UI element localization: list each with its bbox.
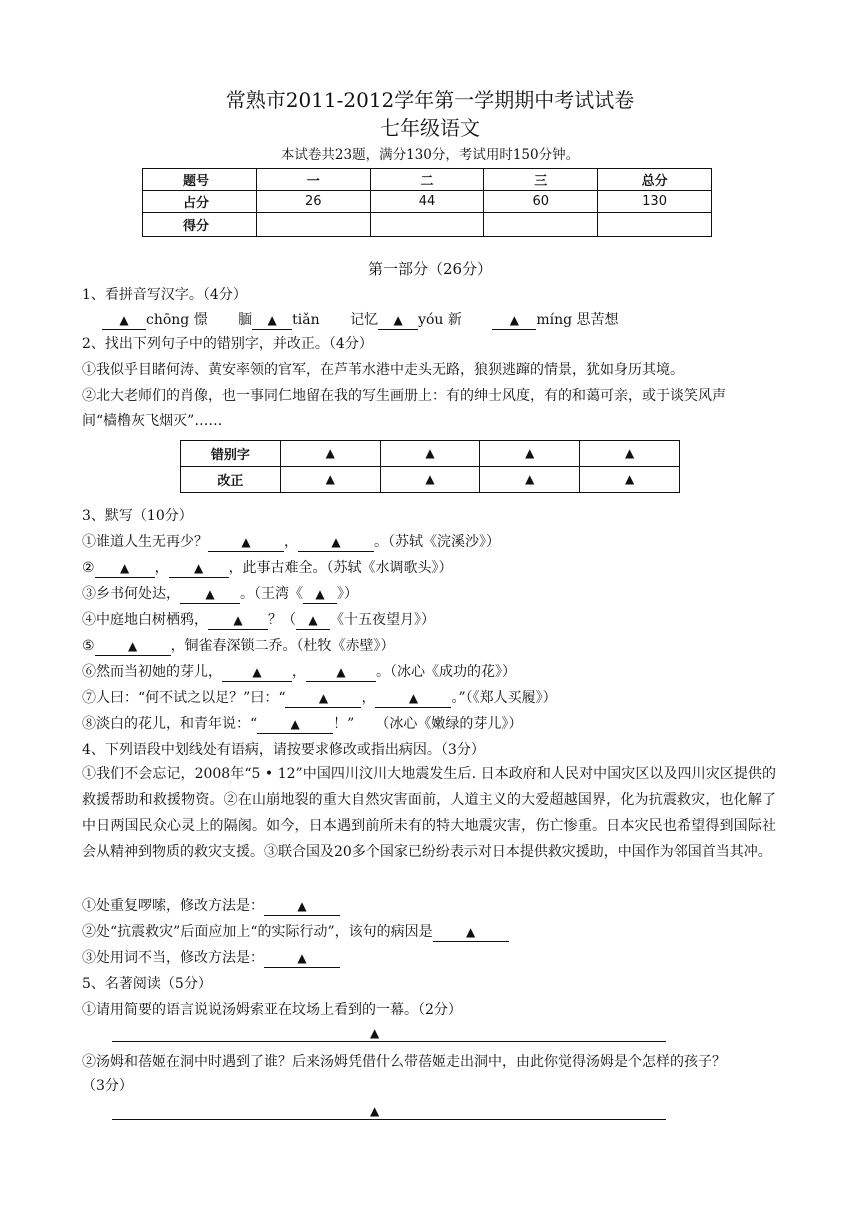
score-table-cell: 130 [598, 191, 712, 213]
answer-blank[interactable]: ▲ [169, 560, 229, 578]
question-2-title: 2、找出下列句子中的错别字，并改正。（4分） [82, 336, 373, 352]
answer-line-mark: ▲ [370, 1026, 380, 1040]
correction-cell[interactable]: ▲ [480, 467, 580, 493]
question-4-answer: ②处“抗震救灾”后面应加上“的实际行动”，该句的病因是 ▲ [82, 922, 509, 942]
question-4-answer: ①处重复啰嗦，修改方法是： ▲ [82, 896, 340, 916]
score-table-cell: 26 [256, 191, 370, 213]
correction-table-label: 错别字 [181, 441, 281, 467]
correction-cell[interactable]: ▲ [280, 441, 380, 467]
correction-cell[interactable]: ▲ [380, 467, 480, 493]
answer-blank[interactable]: ▲ [208, 612, 268, 630]
answer-line[interactable] [112, 1041, 666, 1042]
question-1-items: ▲ chōng 憬 腼 ▲ tiǎn 记忆 ▲ yóu 新 ▲ míng 思苦想 [102, 310, 619, 330]
score-entry-cell[interactable] [598, 213, 712, 237]
dictation-line: ⑥然而当初她的芽儿， ▲ ， ▲ 。（冰心《成功的花》） [82, 664, 516, 680]
score-table-header: 总分 [598, 169, 712, 191]
answer-blank[interactable]: ▲ [208, 534, 284, 552]
answer-blank[interactable]: ▲ [257, 716, 333, 734]
answer-blank[interactable]: ▲ [298, 534, 374, 552]
question-2-sentence: ②北大老师们的肖像，也一事同仁地留在我的写生画册上：有的绅士风度，有的和蔼可亲，或于谈笑风声 [82, 388, 726, 404]
exam-subtitle: 七年级语文 [380, 116, 480, 140]
question-4-title: 4、下列语段中划线处有语病，请按要求修改或指出病因。（3分） [82, 742, 485, 758]
dictation-line: ③乡书何处达， ▲ 。（王湾《 ▲ 》） [82, 586, 358, 602]
question-4-passage: ①我们不会忘记，2008年“5 • 12”中国四川汶川大地震发生后. 日本政府和人民对中国灾区以及四川灾区提供的救援帮助和救援物资。②在山崩地裂的重大自然灾害面前，人道主义的大爱超越国界，化为抗震救灾，也化解了中日两国民众心灵上的隔阂。如今，日本遇到前所未有的特大地震灾害，伤亡惨重。日本灾民也希望得到国际社会从精神到物质的救灾支援。③联合国及20多个国家已纷纷表示对日本提供救灾援助，中国作为邻国首当其冲。 [82, 766, 776, 860]
question-5-title: 5、名著阅读（5分） [82, 976, 212, 992]
score-table-row-label: 得分 [143, 213, 257, 237]
dictation-line: ⑤ ▲ ，铜雀春深锁二乔。（杜牧《赤壁》） [82, 638, 395, 654]
exam-title: 常熟市2011-2012学年第一学期期中考试试卷 [225, 88, 635, 112]
correction-cell[interactable]: ▲ [580, 441, 680, 467]
question-3-title: 3、默写（10分） [82, 508, 193, 524]
correction-table [180, 440, 680, 493]
answer-blank[interactable]: ▲ [378, 312, 418, 330]
answer-line-mark: ▲ [370, 1104, 380, 1118]
question-4-answer: ③处用词不当，修改方法是： ▲ [82, 948, 340, 968]
correction-cell[interactable]: ▲ [580, 467, 680, 493]
question-5-sub: ①请用简要的语言说说汤姆索亚在坟场上看到的一幕。（2分） [82, 1002, 462, 1018]
dictation-line: ④中庭地白树栖鸦， ▲ ？（ ▲ 《十五夜望月》） [82, 612, 435, 628]
dictation-line: ①谁道人生无再少？ ▲ ， ▲ 。（苏轼《浣溪沙》） [82, 534, 500, 550]
correction-table-label: 改正 [181, 467, 281, 493]
question-5-sub: ②汤姆和蓓姬在洞中时遇到了谁？后来汤姆凭借什么带蓓姬走出洞中，由此你觉得汤姆是个怎样的孩子？ [82, 1054, 726, 1070]
answer-blank[interactable]: ▲ [492, 312, 536, 330]
score-table-header: 题号 [143, 169, 257, 191]
score-entry-cell[interactable] [484, 213, 598, 237]
answer-blank[interactable]: ▲ [285, 690, 361, 708]
dictation-line: ② ▲ ， ▲ ，此事古难全。（苏轼《水调歌头》） [82, 560, 453, 576]
score-table [142, 168, 712, 237]
answer-blank[interactable]: ▲ [222, 664, 292, 682]
answer-blank[interactable]: ▲ [375, 690, 451, 708]
answer-blank[interactable]: ▲ [306, 664, 376, 682]
answer-blank[interactable]: ▲ [95, 638, 171, 656]
answer-blank[interactable]: ▲ [180, 586, 240, 604]
score-table-header: 二 [370, 169, 484, 191]
exam-note: 本试卷共23题，满分130分，考试用时150分钟。 [280, 147, 580, 163]
answer-blank[interactable]: ▲ [252, 312, 292, 330]
answer-blank[interactable]: ▲ [264, 950, 340, 968]
answer-blank[interactable]: ▲ [264, 898, 340, 916]
answer-blank[interactable]: ▲ [102, 312, 146, 330]
question-1-title: 1、看拼音写汉字。（4分） [82, 287, 247, 303]
correction-cell[interactable]: ▲ [280, 467, 380, 493]
score-table-header: 一 [256, 169, 370, 191]
question-2-sentence: 间“樯橹灰飞烟灭”…… [82, 413, 223, 429]
score-entry-cell[interactable] [370, 213, 484, 237]
part-title: 第一部分（26分） [367, 260, 493, 278]
dictation-line: ⑧淡白的花儿，和青年说：“ ▲ ！” （冰心《嫩绿的芽儿》） [82, 716, 523, 732]
score-table-cell: 60 [484, 191, 598, 213]
question-5-sub: （3分） [82, 1078, 133, 1094]
score-entry-cell[interactable] [256, 213, 370, 237]
correction-cell[interactable]: ▲ [380, 441, 480, 467]
answer-blank[interactable]: ▲ [303, 586, 337, 604]
dictation-line: ⑦人曰：“何不试之以足？”曰：“ ▲ ， ▲ 。”（《郑人买履》） [82, 690, 557, 706]
answer-line[interactable] [112, 1119, 666, 1120]
score-table-cell: 44 [370, 191, 484, 213]
question-2-sentence: ①我似乎目睹何涛、黄安率领的官军，在芦苇水港中走头无路，狼狈逃蹿的情景，犹如身历其境。 [82, 362, 684, 378]
answer-blank[interactable]: ▲ [433, 924, 509, 942]
correction-cell[interactable]: ▲ [480, 441, 580, 467]
score-table-header: 三 [484, 169, 598, 191]
answer-blank[interactable]: ▲ [95, 560, 155, 578]
answer-blank[interactable]: ▲ [296, 612, 330, 630]
score-table-row-label: 占分 [143, 191, 257, 213]
